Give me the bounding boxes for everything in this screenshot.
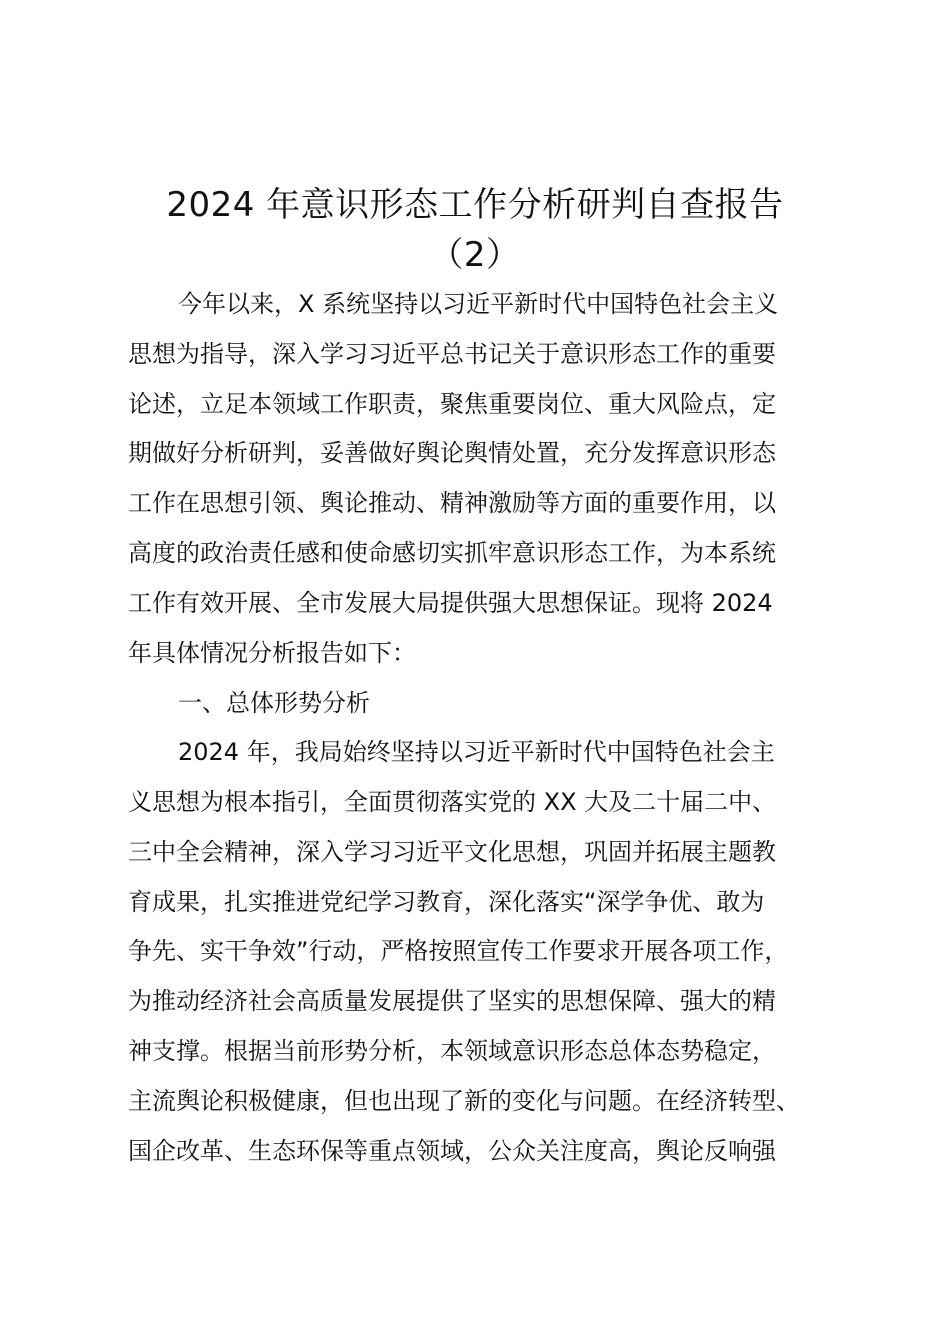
document-title-number: （2） — [429, 235, 521, 275]
body-line: 国企改革、生态环保等重点领域，公众关注度高，舆论反响强 — [128, 1137, 776, 1165]
body-line: 育成果，扎实推进党纪学习教育，深化落实“深学争优、敢为 — [128, 888, 765, 916]
body-line: 工作在思想引领、舆论推动、精神激励等方面的重要作用，以 — [128, 489, 776, 517]
body-line: 义思想为根本指引，全面贯彻落实党的 XX 大及二十届二中、 — [128, 788, 777, 816]
body-line: 三中全会精神，深入学习习近平文化思想，巩固并拓展主题教 — [128, 838, 776, 866]
body-line: 工作有效开展、全市发展大局提供强大思想保证。现将 2024 — [128, 589, 773, 617]
body-line: 思想为指导，深入学习习近平总书记关于意识形态工作的重要 — [128, 340, 776, 368]
body-line: 年具体情况分析报告如下： — [128, 639, 416, 667]
body-line: 主流舆论积极健康，但也出现了新的变化与问题。在经济转型、 — [128, 1087, 800, 1115]
body-line: 高度的政治责任感和使命感切实抓牢意识形态工作，为本系统 — [128, 539, 776, 567]
body-line: 2024 年，我局始终坚持以习近平新时代中国特色社会主 — [178, 738, 775, 766]
body-line: 为推动经济社会高质量发展提供了坚实的思想保障、强大的精 — [128, 987, 776, 1015]
body-line: 今年以来，X 系统坚持以习近平新时代中国特色社会主义 — [178, 290, 779, 318]
document-title: 2024 年意识形态工作分析研判自查报告 — [166, 185, 784, 225]
body-line: 神支撑。根据当前形势分析，本领域意识形态总体态势稳定， — [128, 1037, 776, 1065]
section-heading: 一、总体形势分析 — [178, 689, 370, 717]
body-line: 争先、实干争效”行动，严格按照宣传工作要求开展各项工作， — [128, 937, 789, 965]
body-line: 期做好分析研判，妥善做好舆论舆情处置，充分发挥意识形态 — [128, 439, 776, 467]
body-line: 论述，立足本领域工作职责，聚焦重要岗位、重大风险点，定 — [128, 390, 776, 418]
